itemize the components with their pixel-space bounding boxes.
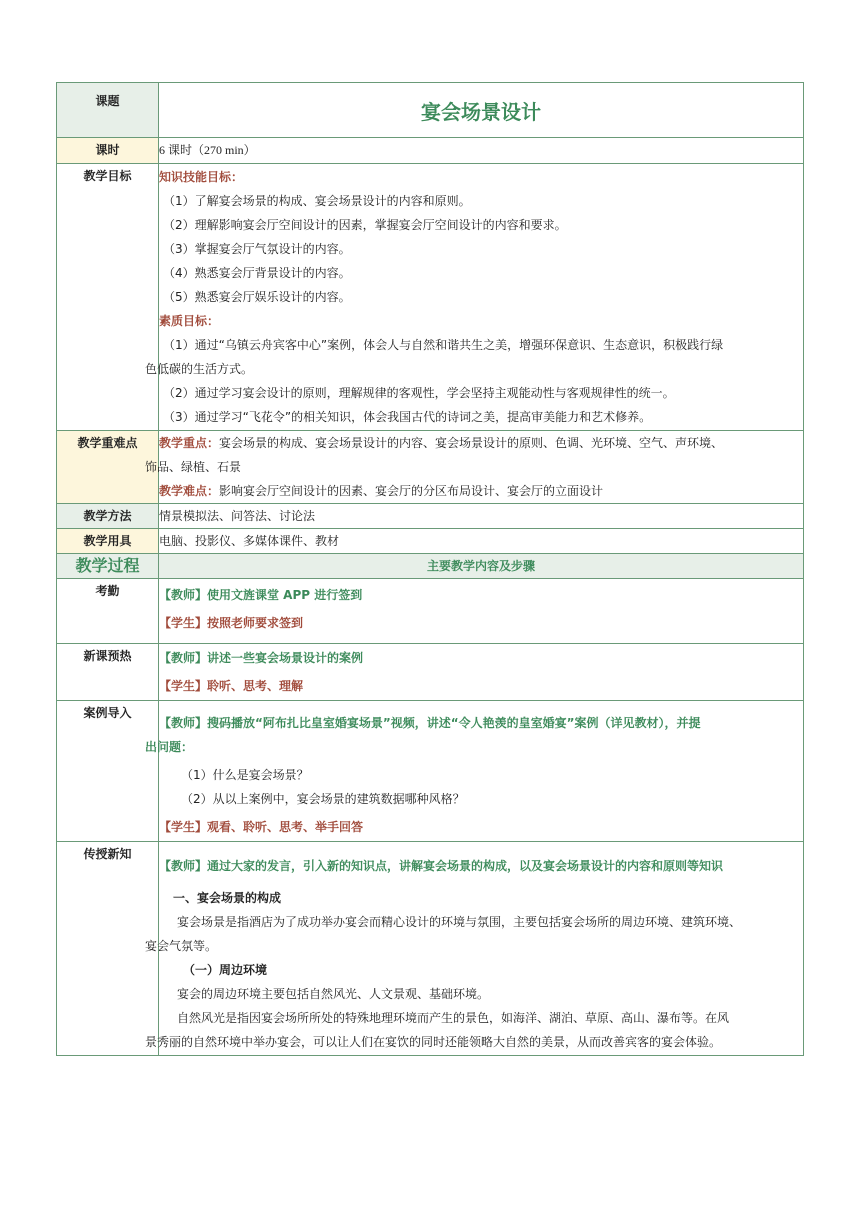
quality-item-cont: 色低碳的生活方式。 — [145, 362, 254, 376]
tools-row — [57, 529, 804, 554]
key-text: 宴会场景的构成、宴会场景设计的内容、宴会场景设计的原则、色调、光环境、空气、声环境、 — [219, 436, 724, 450]
quality-item: （3）通过学习“飞花令”的相关知识，体会我国古代的诗词之美，提高审美能力和艺术修养。 — [163, 410, 652, 424]
method-value: 情景模拟法、问答法、讨论法 — [159, 504, 804, 529]
quality-title: 素质目标： — [159, 314, 220, 328]
attendance-student: 【学生】按照老师要求签到 — [159, 616, 304, 630]
teach-label: 传授新知 — [57, 842, 159, 1056]
lesson-title: 宴会场景设计 — [421, 100, 541, 124]
warmup-teacher: 【教师】讲述一些宴会场景设计的案例 — [159, 651, 364, 665]
objectives-label: 教学目标 — [57, 164, 159, 431]
keypoints-label: 教学重难点 — [57, 431, 159, 504]
knowledge-title: 知识技能目标： — [159, 170, 244, 184]
paragraph-cont: 宴会气氛等。 — [145, 939, 218, 953]
topic-cell — [159, 83, 804, 138]
topic-label: 课题 — [57, 83, 159, 138]
knowledge-item: （5）熟悉宴会厅娱乐设计的内容。 — [163, 290, 351, 304]
teach-cell — [145, 842, 804, 1056]
case-question: （2）从以上案例中，宴会场景的建筑数据哪种风格？ — [181, 792, 465, 806]
warmup-cell — [159, 644, 804, 701]
case-question: （1）什么是宴会场景？ — [181, 768, 309, 782]
lesson-plan-table — [56, 82, 804, 1056]
paragraph: 宴会的周边环境主要包括自然风光、人文景观、基础环境。 — [177, 987, 490, 1001]
tools-value: 电脑、投影仪、多媒体课件、教材 — [159, 529, 804, 554]
key-text-cont: 饰品、绿植、石景 — [145, 460, 242, 474]
attendance-row — [57, 579, 804, 644]
topic-row — [57, 83, 804, 138]
quality-item: （2）通过学习宴会设计的原则，理解规律的客观性，学会坚持主观能动性与客观规律性的统一。 — [163, 386, 675, 400]
teach-teacher: 【教师】通过大家的发言，引入新的知识点，讲解宴会场景的构成，以及宴会场景设计的内容和原则等知识 — [159, 859, 724, 873]
warmup-student: 【学生】聆听、思考、理解 — [159, 679, 304, 693]
method-label: 教学方法 — [57, 504, 159, 529]
difficulty-label: 教学难点： — [159, 484, 220, 498]
process-header-right: 主要教学内容及步骤 — [159, 554, 804, 579]
key-label: 教学重点： — [159, 436, 220, 450]
case-student: 【学生】观看、聆听、思考、举手回答 — [159, 820, 364, 834]
hours-value: 6 课时（270 min） — [159, 138, 804, 164]
hours-row — [57, 138, 804, 164]
method-row — [57, 504, 804, 529]
process-header-row — [57, 554, 804, 579]
case-cell — [145, 701, 804, 842]
case-teacher: 【教师】搜码播放“阿布扎比皇室婚宴场景”视频，讲述“令人艳羡的皇室婚宴”案例（详见教材），并提 — [159, 716, 701, 730]
paragraph-cont: 景秀丽的自然环境中举办宴会，可以让人们在宴饮的同时还能领略大自然的美景，从而改善宾客的宴会体验。 — [145, 1035, 722, 1049]
objectives-cell — [145, 164, 804, 431]
knowledge-item: （4）熟悉宴会厅背景设计的内容。 — [163, 266, 351, 280]
paragraph: 宴会场景是指酒店为了成功举办宴会而精心设计的环境与氛围，主要包括宴会场所的周边环境、建筑环境、 — [177, 915, 742, 929]
objectives-row — [57, 164, 804, 431]
paragraph: 自然风光是指因宴会场所所处的特殊地理环境而产生的景色，如海洋、湖泊、草原、高山、瀑布等。在风 — [177, 1011, 730, 1025]
attendance-cell — [159, 579, 804, 644]
process-header-left: 教学过程 — [57, 554, 159, 579]
section-heading: 一、宴会场景的构成 — [173, 891, 282, 905]
attendance-label: 考勤 — [57, 579, 159, 644]
tools-label: 教学用具 — [57, 529, 159, 554]
quality-item: （1）通过“乌镇云舟宾客中心”案例，体会人与自然和谐共生之美，增强环保意识、生态意识，积极践行绿 — [163, 338, 724, 352]
knowledge-item: （3）掌握宴会厅气氛设计的内容。 — [163, 242, 351, 256]
keypoints-cell — [145, 431, 804, 504]
warmup-label: 新课预热 — [57, 644, 159, 701]
knowledge-item: （1）了解宴会场景的构成、宴会场景设计的内容和原则。 — [163, 194, 471, 208]
hours-label: 课时 — [57, 138, 159, 164]
subsection-heading: （一）周边环境 — [183, 963, 268, 977]
attendance-teacher: 【教师】使用文旌课堂 APP 进行签到 — [159, 588, 363, 602]
knowledge-item: （2）理解影响宴会厅空间设计的因素，掌握宴会厅空间设计的内容和要求。 — [163, 218, 567, 232]
keypoints-row — [57, 431, 804, 504]
case-row — [57, 701, 804, 842]
difficulty-text: 影响宴会厅空间设计的因素、宴会厅的分区布局设计、宴会厅的立面设计 — [219, 484, 604, 498]
case-teacher-cont: 出问题： — [145, 740, 194, 754]
teach-row — [57, 842, 804, 1056]
case-label: 案例导入 — [57, 701, 159, 842]
warmup-row — [57, 644, 804, 701]
